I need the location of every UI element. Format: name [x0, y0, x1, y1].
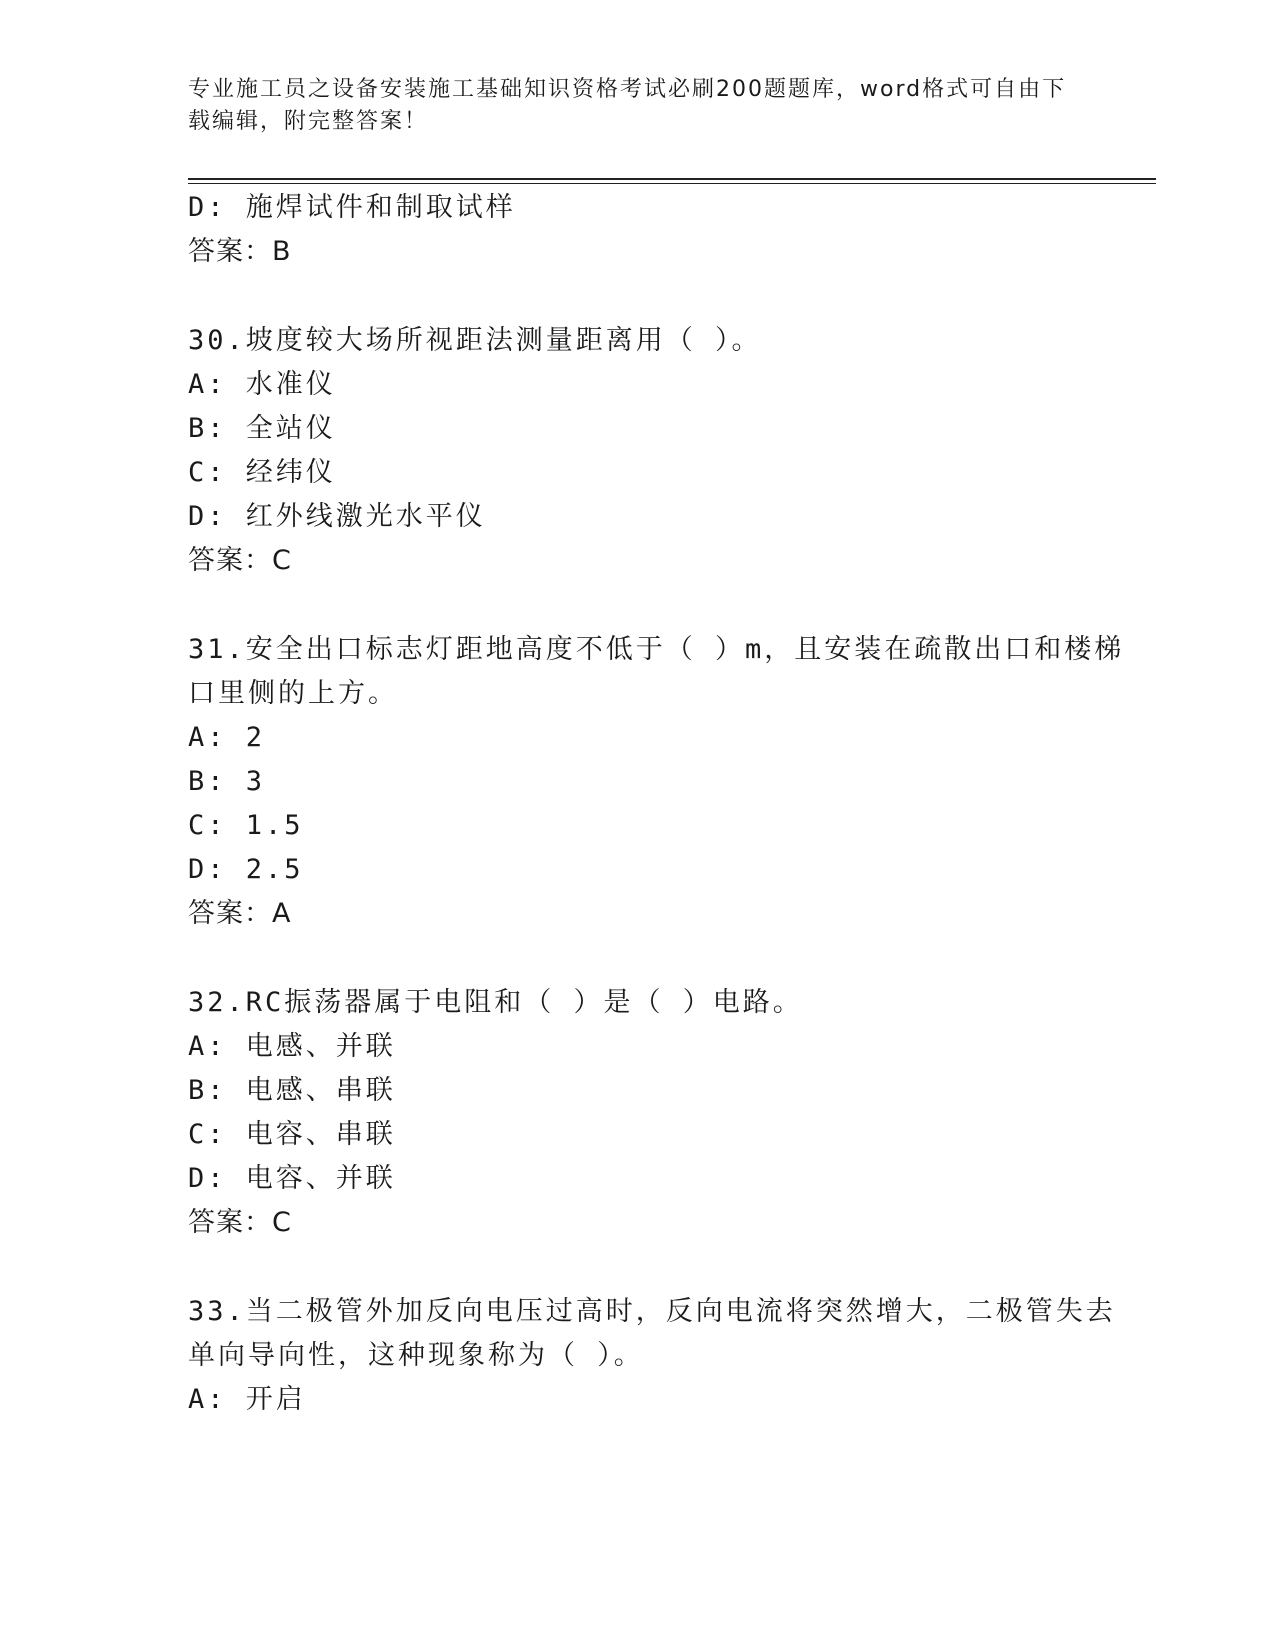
question-31-option-a: A: 2: [188, 722, 266, 753]
question-30-option-a: A: 水准仪: [188, 369, 336, 400]
question-32-option-d: D: 电容、并联: [188, 1163, 396, 1194]
header-rule-thick: [188, 178, 1156, 180]
question-32-option-a: A: 电感、并联: [188, 1031, 396, 1062]
question-33-stem-line1: 33.当二极管外加反向电压过高时，反向电流将突然增大，二极管失去: [188, 1296, 1116, 1327]
header-rule-thin: [188, 183, 1156, 184]
question-31-stem-line2: 口里侧的上方。: [188, 678, 398, 709]
question-30-option-d: D: 红外线激光水平仪: [188, 501, 486, 532]
question-31-option-c: C: 1.5: [188, 810, 304, 841]
question-30-answer: 答案：C: [188, 545, 292, 576]
question-32-stem: 32.RC振荡器属于电阻和（ ）是（ ）电路。: [188, 987, 803, 1018]
question-33-stem-line2: 单向导向性，这种现象称为（ ）。: [188, 1340, 644, 1371]
prev-option-d: D: 施焊试件和制取试样: [188, 192, 516, 223]
question-30-option-c: C: 经纬仪: [188, 457, 336, 488]
document-header: 专业施工员之设备安装施工基础知识资格考试必刷200题题库，word格式可自由下载编辑，附完整答案！: [188, 77, 1067, 134]
question-30-stem: 30.坡度较大场所视距法测量距离用（ ）。: [188, 325, 762, 356]
question-30-option-b: B: 全站仪: [188, 413, 336, 444]
question-31-option-b: B: 3: [188, 766, 266, 797]
question-31-answer: 答案：A: [188, 898, 292, 929]
question-32-option-b: B: 电感、串联: [188, 1075, 396, 1106]
question-31-option-d: D: 2.5: [188, 854, 304, 885]
question-31-stem-line1: 31.安全出口标志灯距地高度不低于（ ）m，且安装在疏散出口和楼梯: [188, 634, 1125, 665]
question-32-answer: 答案：C: [188, 1207, 292, 1238]
question-33-option-a: A: 开启: [188, 1384, 306, 1415]
question-32-option-c: C: 电容、串联: [188, 1119, 396, 1150]
prev-answer: 答案：B: [188, 236, 292, 267]
